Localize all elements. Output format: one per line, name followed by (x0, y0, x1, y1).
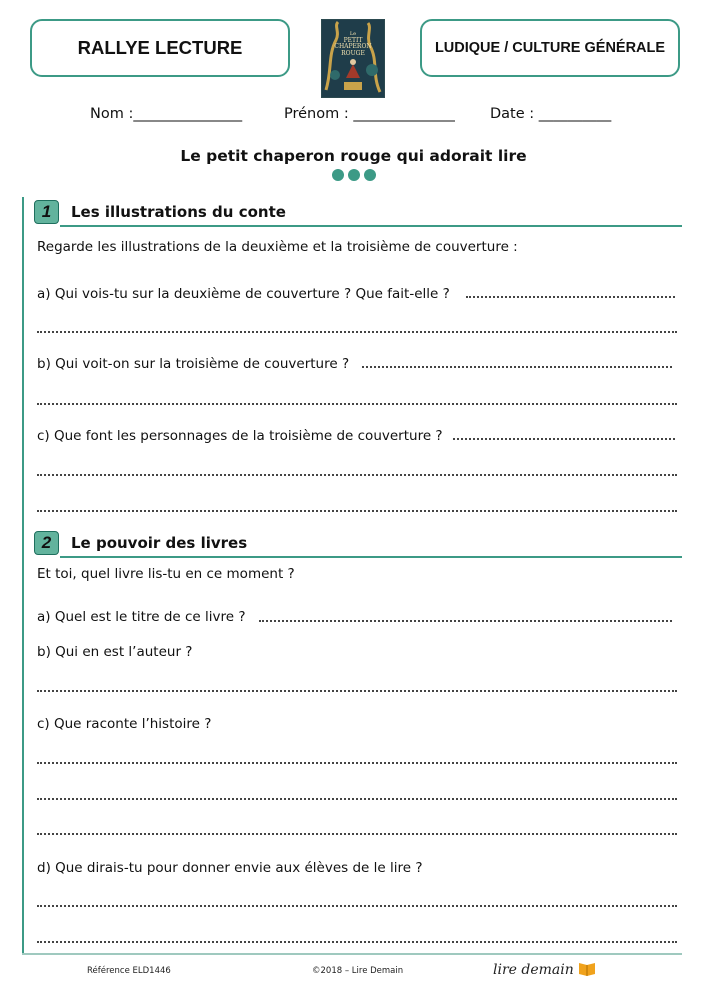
section1-number-badge: 1 (34, 200, 59, 224)
section2-rule (60, 556, 682, 558)
section1-question-b (37, 355, 677, 373)
section1-title: Les illustrations du conte (71, 203, 286, 221)
section2-question-a (37, 608, 677, 626)
section1-rule (60, 225, 682, 227)
answer-line[interactable] (259, 620, 672, 622)
cover-title-line4: ROUGE (341, 49, 365, 57)
cover-title-line1: Le (349, 31, 357, 37)
student-info-row (0, 106, 707, 128)
left-margin-line (22, 197, 24, 953)
header-right-title: LUDIQUE / CULTURE GÉNÉRALE (434, 40, 666, 56)
book-title: Le petit chaperon rouge qui adorait lire (180, 147, 527, 165)
section1-intro: Regarde les illustrations de la deuxième et la troisième de couverture : (37, 239, 518, 255)
section1-question-b-text: b) Qui voit-on sur la troisième de couverture ? (37, 356, 350, 372)
footer-reference: Référence ELD1446 (87, 966, 171, 976)
section2-number-badge: 2 (34, 531, 59, 555)
footer-brand-name: lire demain (493, 962, 574, 978)
answer-line[interactable] (362, 366, 672, 368)
answer-line[interactable] (37, 331, 677, 333)
section2-question-b: b) Qui en est l’auteur ? (37, 644, 193, 660)
footer-brand-logo (493, 960, 596, 978)
answer-line[interactable] (37, 474, 677, 476)
nom-field[interactable]: Nom :_______________ (90, 106, 243, 122)
book-icon (578, 960, 596, 976)
answer-line[interactable] (37, 833, 677, 835)
cover-title-line3: CHAPERON (334, 43, 372, 50)
section2-question-d: d) Que dirais-tu pour donner envie aux élèves de le lire ? (37, 860, 423, 876)
section1-question-c (37, 427, 677, 445)
answer-line[interactable] (37, 403, 677, 405)
title-dots-decoration (332, 169, 376, 183)
section2-title: Le pouvoir des livres (71, 534, 248, 552)
section2-intro: Et toi, quel livre lis-tu en ce moment ? (37, 566, 295, 582)
prenom-field[interactable]: Prénom : ______________ (284, 106, 455, 122)
answer-line[interactable] (37, 798, 677, 800)
book-cover-image (321, 19, 385, 98)
answer-line[interactable] (37, 690, 677, 692)
answer-line[interactable] (453, 438, 675, 440)
answer-line[interactable] (37, 510, 677, 512)
bottom-rule (22, 953, 682, 955)
header-left-title: RALLYE LECTURE (77, 37, 243, 58)
header-left-box (30, 19, 290, 77)
section2-question-c: c) Que raconte l’histoire ? (37, 716, 212, 732)
section1-question-c-text: c) Que font les personnages de la troisième de couverture ? (37, 428, 443, 444)
cover-title (322, 31, 384, 57)
date-field[interactable]: Date : __________ (490, 106, 612, 122)
section1-question-a (37, 285, 677, 303)
answer-line[interactable] (37, 905, 677, 907)
section2-question-a-text: a) Quel est le titre de ce livre ? (37, 609, 246, 625)
footer-copyright: ©2018 – Lire Demain (312, 966, 404, 976)
answer-line[interactable] (466, 296, 675, 298)
answer-line[interactable] (37, 941, 677, 943)
header-right-box (420, 19, 680, 77)
answer-line[interactable] (37, 762, 677, 764)
section1-question-a-text: a) Qui vois-tu sur la deuxième de couverture ? Que fait-elle ? (37, 286, 450, 302)
cover-title-line2: PETIT (343, 36, 363, 44)
